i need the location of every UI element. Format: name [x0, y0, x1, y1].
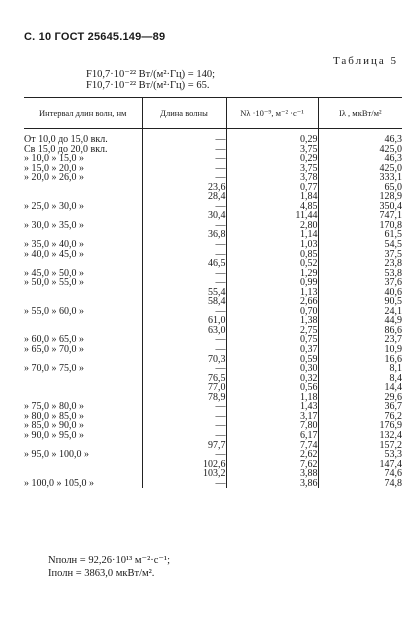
cell-n-lambda: 7,80	[226, 421, 318, 431]
cell-wavelength: 61,0	[142, 316, 226, 326]
cell-interval: Св 15,0 до 20,0 вкл.	[24, 143, 108, 155]
cell-wavelength: 23,6	[142, 183, 226, 193]
cell-i-lambda: 29,6	[318, 393, 402, 403]
cell-i-lambda: 170,8	[318, 221, 402, 231]
cell-i-lambda: 40,6	[318, 288, 402, 298]
cell-n-lambda: 0,29	[226, 135, 318, 145]
cell-i-lambda: 425,0	[318, 145, 402, 155]
cell-interval	[24, 374, 142, 384]
cell-wavelength: —	[142, 412, 226, 422]
cell-n-lambda: 0,56	[226, 383, 318, 393]
cell-interval: » 10,0 » 15,0 »	[24, 153, 84, 165]
cell-i-lambda: 8,1	[318, 364, 402, 374]
cell-n-lambda: 1,43	[226, 402, 318, 412]
cell-n-lambda: 3,75	[226, 145, 318, 155]
cell-interval	[24, 460, 142, 470]
cell-i-lambda: 10,9	[318, 345, 402, 355]
cell-n-lambda: 1,13	[226, 288, 318, 298]
cell-interval	[24, 288, 142, 298]
table-row	[24, 479, 402, 489]
cell-n-lambda: 0,52	[226, 259, 318, 269]
cell-i-lambda: 53,8	[318, 269, 402, 279]
column-header-i-lambda: Iλ , мкВт/м²	[318, 98, 402, 129]
cell-i-lambda: 37,5	[318, 250, 402, 260]
cell-wavelength: 76,5	[142, 374, 226, 384]
cell-interval: » 40,0 » 45,0 »	[24, 248, 84, 260]
cell-i-lambda: 44,9	[318, 316, 402, 326]
page-header: С. 10 ГОСТ 25645.149—89	[24, 31, 166, 43]
cell-wavelength: 70,3	[142, 355, 226, 365]
cell-interval: » 35,0 » 40,0 »	[24, 239, 84, 251]
cell-wavelength: 78,9	[142, 393, 226, 403]
cell-n-lambda: 7,74	[226, 441, 318, 451]
cell-wavelength: —	[142, 479, 226, 489]
cell-interval: » 15,0 » 20,0 »	[24, 162, 84, 174]
cell-interval: От 10,0 до 15,0 вкл.	[24, 134, 108, 145]
cell-i-lambda: 46,3	[318, 135, 402, 145]
cell-i-lambda: 425,0	[318, 164, 402, 174]
cell-i-lambda: 65,0	[318, 183, 402, 193]
total-intensity: Iполн = 3863,0 мкВт/м².	[48, 568, 155, 579]
cell-interval: » 65,0 » 70,0 »	[24, 344, 84, 356]
cell-i-lambda: 333,1	[318, 173, 402, 183]
cell-interval: » 75,0 » 80,0 »	[24, 401, 84, 413]
cell-wavelength: —	[142, 345, 226, 355]
cell-wavelength: —	[142, 145, 226, 155]
cell-wavelength: 63,0	[142, 326, 226, 336]
formula-block	[86, 70, 215, 91]
cell-wavelength: 55,4	[142, 288, 226, 298]
cell-wavelength: —	[142, 154, 226, 164]
cell-n-lambda: 2,66	[226, 297, 318, 307]
cell-wavelength: —	[142, 173, 226, 183]
cell-n-lambda: 0,32	[226, 374, 318, 384]
cell-i-lambda: 8,4	[318, 374, 402, 384]
cell-interval	[24, 316, 142, 326]
cell-wavelength: —	[142, 269, 226, 279]
cell-i-lambda: 128,9	[318, 192, 402, 202]
cell-wavelength: —	[142, 240, 226, 250]
cell-wavelength: —	[142, 221, 226, 231]
cell-wavelength: —	[142, 364, 226, 374]
cell-i-lambda: 132,4	[318, 431, 402, 441]
cell-wavelength: —	[142, 278, 226, 288]
totals-footer	[48, 554, 170, 580]
cell-interval: » 50,0 » 55,0 »	[24, 277, 84, 289]
cell-n-lambda: 0,37	[226, 345, 318, 355]
cell-interval: » 30,0 » 35,0 »	[24, 219, 84, 231]
cell-n-lambda: 0,30	[226, 364, 318, 374]
cell-n-lambda: 0,75	[226, 335, 318, 345]
cell-i-lambda: 90,5	[318, 297, 402, 307]
cell-n-lambda: 11,44	[226, 211, 318, 221]
cell-interval: » 90,0 » 95,0 »	[24, 429, 84, 441]
cell-n-lambda: 2,62	[226, 450, 318, 460]
cell-n-lambda: 4,85	[226, 202, 318, 212]
cell-wavelength: 28,4	[142, 192, 226, 202]
cell-n-lambda: 2,75	[226, 326, 318, 336]
cell-n-lambda: 0,70	[226, 307, 318, 317]
cell-wavelength: —	[142, 402, 226, 412]
cell-n-lambda: 7,62	[226, 460, 318, 470]
cell-wavelength: —	[142, 135, 226, 145]
cell-i-lambda: 747,1	[318, 211, 402, 221]
cell-n-lambda: 3,88	[226, 469, 318, 479]
cell-n-lambda: 1,14	[226, 230, 318, 240]
column-header-wavelength: Длина волны	[142, 98, 226, 129]
cell-i-lambda: 23,8	[318, 259, 402, 269]
cell-i-lambda: 23,7	[318, 335, 402, 345]
cell-n-lambda: 0,29	[226, 154, 318, 164]
cell-wavelength: —	[142, 307, 226, 317]
cell-interval: » 45,0 » 50,0 »	[24, 267, 84, 279]
cell-interval: » 60,0 » 65,0 »	[24, 334, 84, 346]
formula-line-1: F10,7·10⁻²² Вт/(м²·Гц) = 140;	[86, 69, 215, 80]
cell-interval: » 55,0 » 60,0 »	[24, 305, 84, 317]
cell-interval: » 25,0 » 30,0 »	[24, 200, 84, 212]
cell-i-lambda: 16,6	[318, 355, 402, 365]
cell-n-lambda: 3,86	[226, 479, 318, 489]
cell-interval: » 20,0 » 26,0 »	[24, 172, 84, 184]
column-header-n-lambda: Nλ ·10⁻⁹, м⁻² ·с⁻¹	[226, 98, 318, 129]
cell-wavelength: 77,0	[142, 383, 226, 393]
cell-n-lambda: 0,77	[226, 183, 318, 193]
cell-n-lambda: 0,59	[226, 355, 318, 365]
cell-i-lambda: 176,9	[318, 421, 402, 431]
cell-wavelength: —	[142, 431, 226, 441]
cell-n-lambda: 1,03	[226, 240, 318, 250]
cell-wavelength: 46,5	[142, 259, 226, 269]
table-body	[24, 129, 402, 489]
cell-wavelength: —	[142, 202, 226, 212]
cell-i-lambda: 74,8	[318, 479, 402, 489]
cell-wavelength: —	[142, 335, 226, 345]
cell-n-lambda: 1,18	[226, 393, 318, 403]
cell-i-lambda: 36,7	[318, 402, 402, 412]
cell-interval: » 85,0 » 90,0 »	[24, 420, 84, 432]
cell-wavelength: —	[142, 421, 226, 431]
cell-i-lambda: 37,6	[318, 278, 402, 288]
cell-n-lambda: 0,85	[226, 250, 318, 260]
cell-i-lambda: 350,4	[318, 202, 402, 212]
cell-n-lambda: 1,84	[226, 192, 318, 202]
cell-wavelength: 102,6	[142, 460, 226, 470]
cell-i-lambda: 86,6	[318, 326, 402, 336]
table-caption: Таблица 5	[332, 55, 398, 67]
total-photon-flux: Nполн = 92,26·10¹³ м⁻²·с⁻¹;	[48, 555, 170, 566]
cell-wavelength: 36,8	[142, 230, 226, 240]
cell-i-lambda: 24,1	[318, 307, 402, 317]
cell-i-lambda: 157,2	[318, 441, 402, 451]
cell-n-lambda: 3,75	[226, 164, 318, 174]
cell-interval: » 80,0 » 85,0 »	[24, 410, 84, 422]
cell-interval: » 100,0 » 105,0 »	[24, 477, 94, 489]
cell-i-lambda: 54,5	[318, 240, 402, 250]
cell-i-lambda: 147,4	[318, 460, 402, 470]
cell-i-lambda: 61,5	[318, 230, 402, 240]
cell-n-lambda: 2,80	[226, 221, 318, 231]
cell-n-lambda: 3,78	[226, 173, 318, 183]
cell-interval	[24, 383, 142, 393]
cell-i-lambda: 53,3	[318, 450, 402, 460]
cell-n-lambda: 0,99	[226, 278, 318, 288]
cell-interval: » 70,0 » 75,0 »	[24, 363, 84, 375]
cell-wavelength: —	[142, 250, 226, 260]
cell-wavelength: 97,7	[142, 441, 226, 451]
cell-i-lambda: 14,4	[318, 383, 402, 393]
cell-wavelength: —	[142, 450, 226, 460]
cell-i-lambda: 46,3	[318, 154, 402, 164]
cell-n-lambda: 6,17	[226, 431, 318, 441]
data-table	[24, 97, 402, 488]
cell-interval	[24, 183, 142, 193]
cell-i-lambda: 76,2	[318, 412, 402, 422]
cell-wavelength: 30,4	[142, 211, 226, 221]
cell-n-lambda: 1,29	[226, 269, 318, 279]
cell-n-lambda: 3,17	[226, 412, 318, 422]
table-header-row	[24, 98, 402, 129]
cell-wavelength: —	[142, 164, 226, 174]
formula-line-2: F10,7·10⁻²² Вт/(м²·Гц) = 65.	[86, 79, 210, 91]
column-header-interval: Интервал длин волн, нм	[24, 98, 142, 129]
cell-interval: » 95,0 » 100,0 »	[24, 449, 89, 461]
cell-i-lambda: 74,6	[318, 469, 402, 479]
cell-wavelength: 58,4	[142, 297, 226, 307]
cell-n-lambda: 1,38	[226, 316, 318, 326]
cell-wavelength: 103,2	[142, 469, 226, 479]
